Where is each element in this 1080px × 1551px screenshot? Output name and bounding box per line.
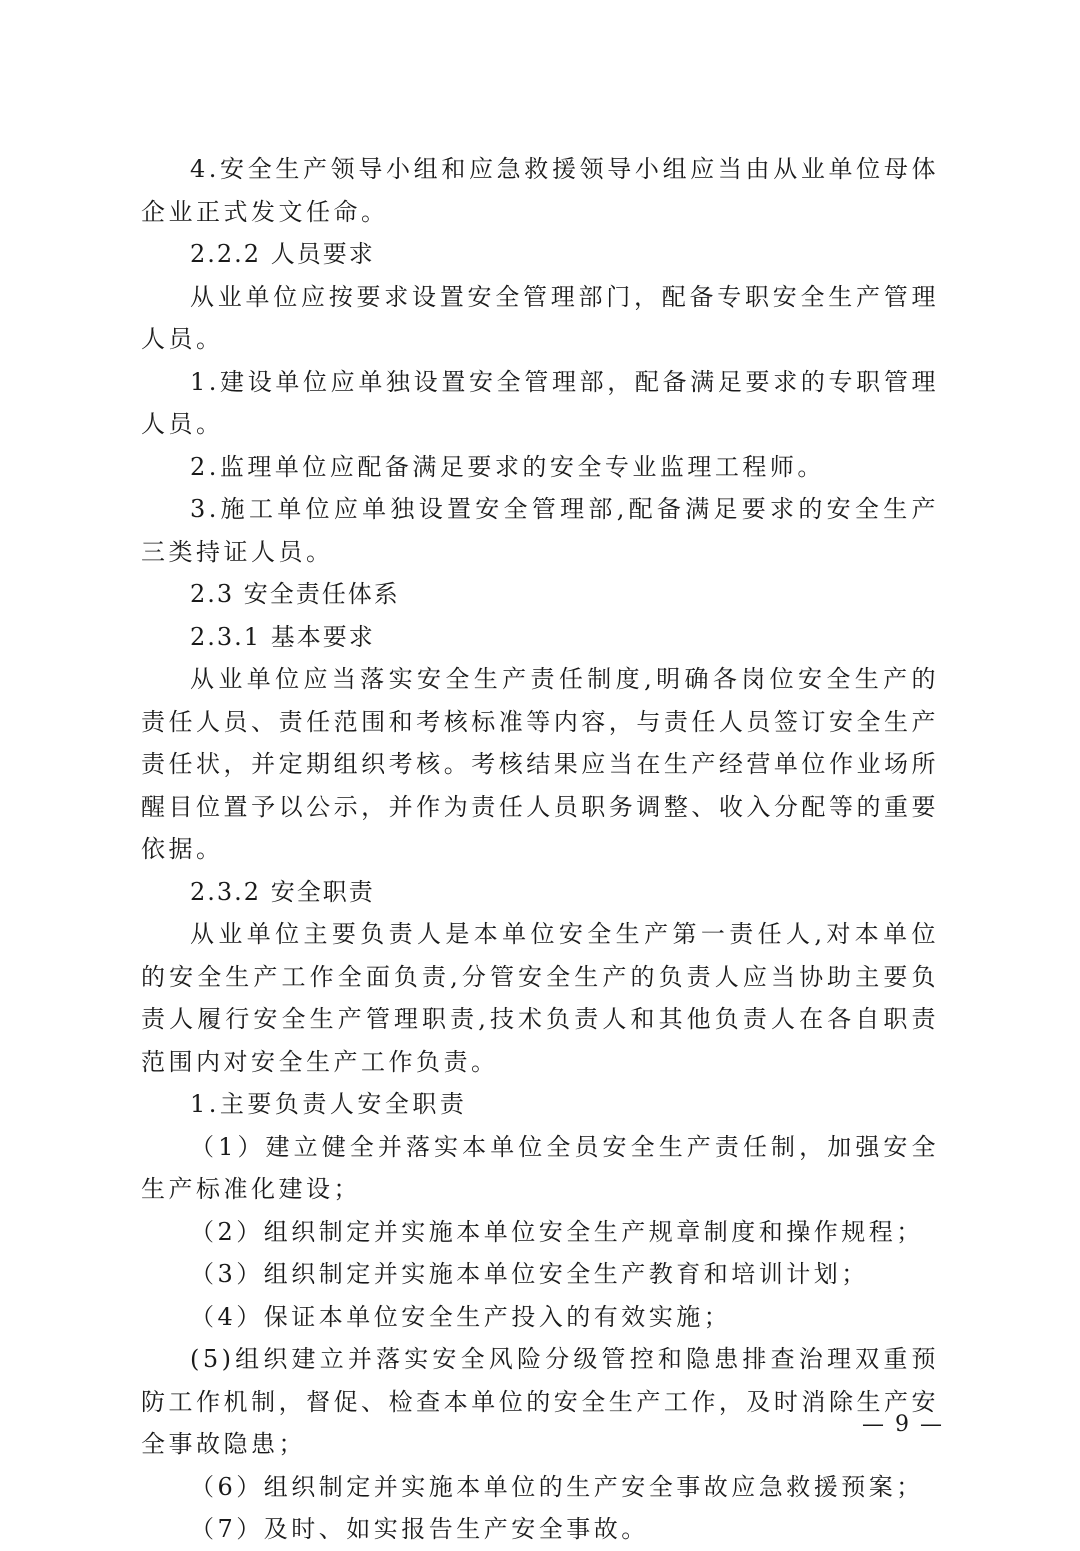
section-heading-2-3-2: 2.3.2 安全职责 bbox=[190, 877, 375, 906]
paragraph-safety-duties: 从业单位主要负责人是本单位安全生产第一责任人,对本单位的安全生产工作全面负责,分管安全生产的负责人应当协助主要负责人履行安全生产管理职责,技术负责人和其他负责人在各自职责范围内对安全生产工作负责。 bbox=[141, 920, 939, 1076]
page-number: — 9 — bbox=[862, 1412, 944, 1437]
paragraph-duty-5: (5)组织建立并落实安全风险分级管控和隐患排查治理双重预防工作机制，督促、检查本单位的安全生产工作，及时消除生产安全事故隐患； bbox=[141, 1345, 939, 1458]
section-heading-2-2-2: 2.2.2 人员要求 bbox=[190, 240, 375, 268]
paragraph-staffing-item-1: 1.建设单位应单独设置安全管理部，配备满足要求的专职管理人员。 bbox=[141, 367, 939, 438]
section-heading-2-3-1: 2.3.1 基本要求 bbox=[190, 622, 375, 651]
paragraph-duty-2: （2）组织制定并实施本单位安全生产规章制度和操作规程； bbox=[190, 1217, 924, 1246]
section-heading-2-3: 2.3 安全责任体系 bbox=[190, 580, 400, 608]
paragraph-principal-duties-title: 1.主要负责人安全职责 bbox=[190, 1090, 468, 1118]
paragraph-item-4-appointment: 4.安全生产领导小组和应急救援领导小组应当由从业单位母体企业正式发文任命。 bbox=[141, 155, 939, 226]
document-body bbox=[141, 148, 939, 1551]
paragraph-staffing-item-3: 3.施工单位应单独设置安全管理部,配备满足要求的安全生产三类持证人员。 bbox=[141, 495, 939, 566]
paragraph-duty-4: （4）保证本单位安全生产投入的有效实施； bbox=[190, 1302, 732, 1331]
paragraph-basic-requirements: 从业单位应当落实安全生产责任制度,明确各岗位安全生产的责任人员、责任范围和考核标准等内容，与责任人员签订安全生产责任状，并定期组织考核。考核结果应当在生产经营单位作业场所醒目位置予以公示，并作为责任人员职务调整、收入分配等的重要依据。 bbox=[141, 665, 939, 863]
paragraph-staffing-intro: 从业单位应按要求设置安全管理部门，配备专职安全生产管理人员。 bbox=[141, 282, 939, 353]
paragraph-duty-1: （1）建立健全并落实本单位全员安全生产责任制，加强安全生产标准化建设； bbox=[141, 1132, 939, 1203]
paragraph-staffing-item-2: 2.监理单位应配备满足要求的安全专业监理工程师。 bbox=[190, 452, 825, 481]
paragraph-duty-6: （6）组织制定并实施本单位的生产安全事故应急救援预案； bbox=[190, 1472, 924, 1501]
paragraph-duty-3: （3）组织制定并实施本单位安全生产教育和培训计划； bbox=[190, 1260, 869, 1288]
paragraph-duty-7: （7）及时、如实报告生产安全事故。 bbox=[190, 1515, 649, 1543]
